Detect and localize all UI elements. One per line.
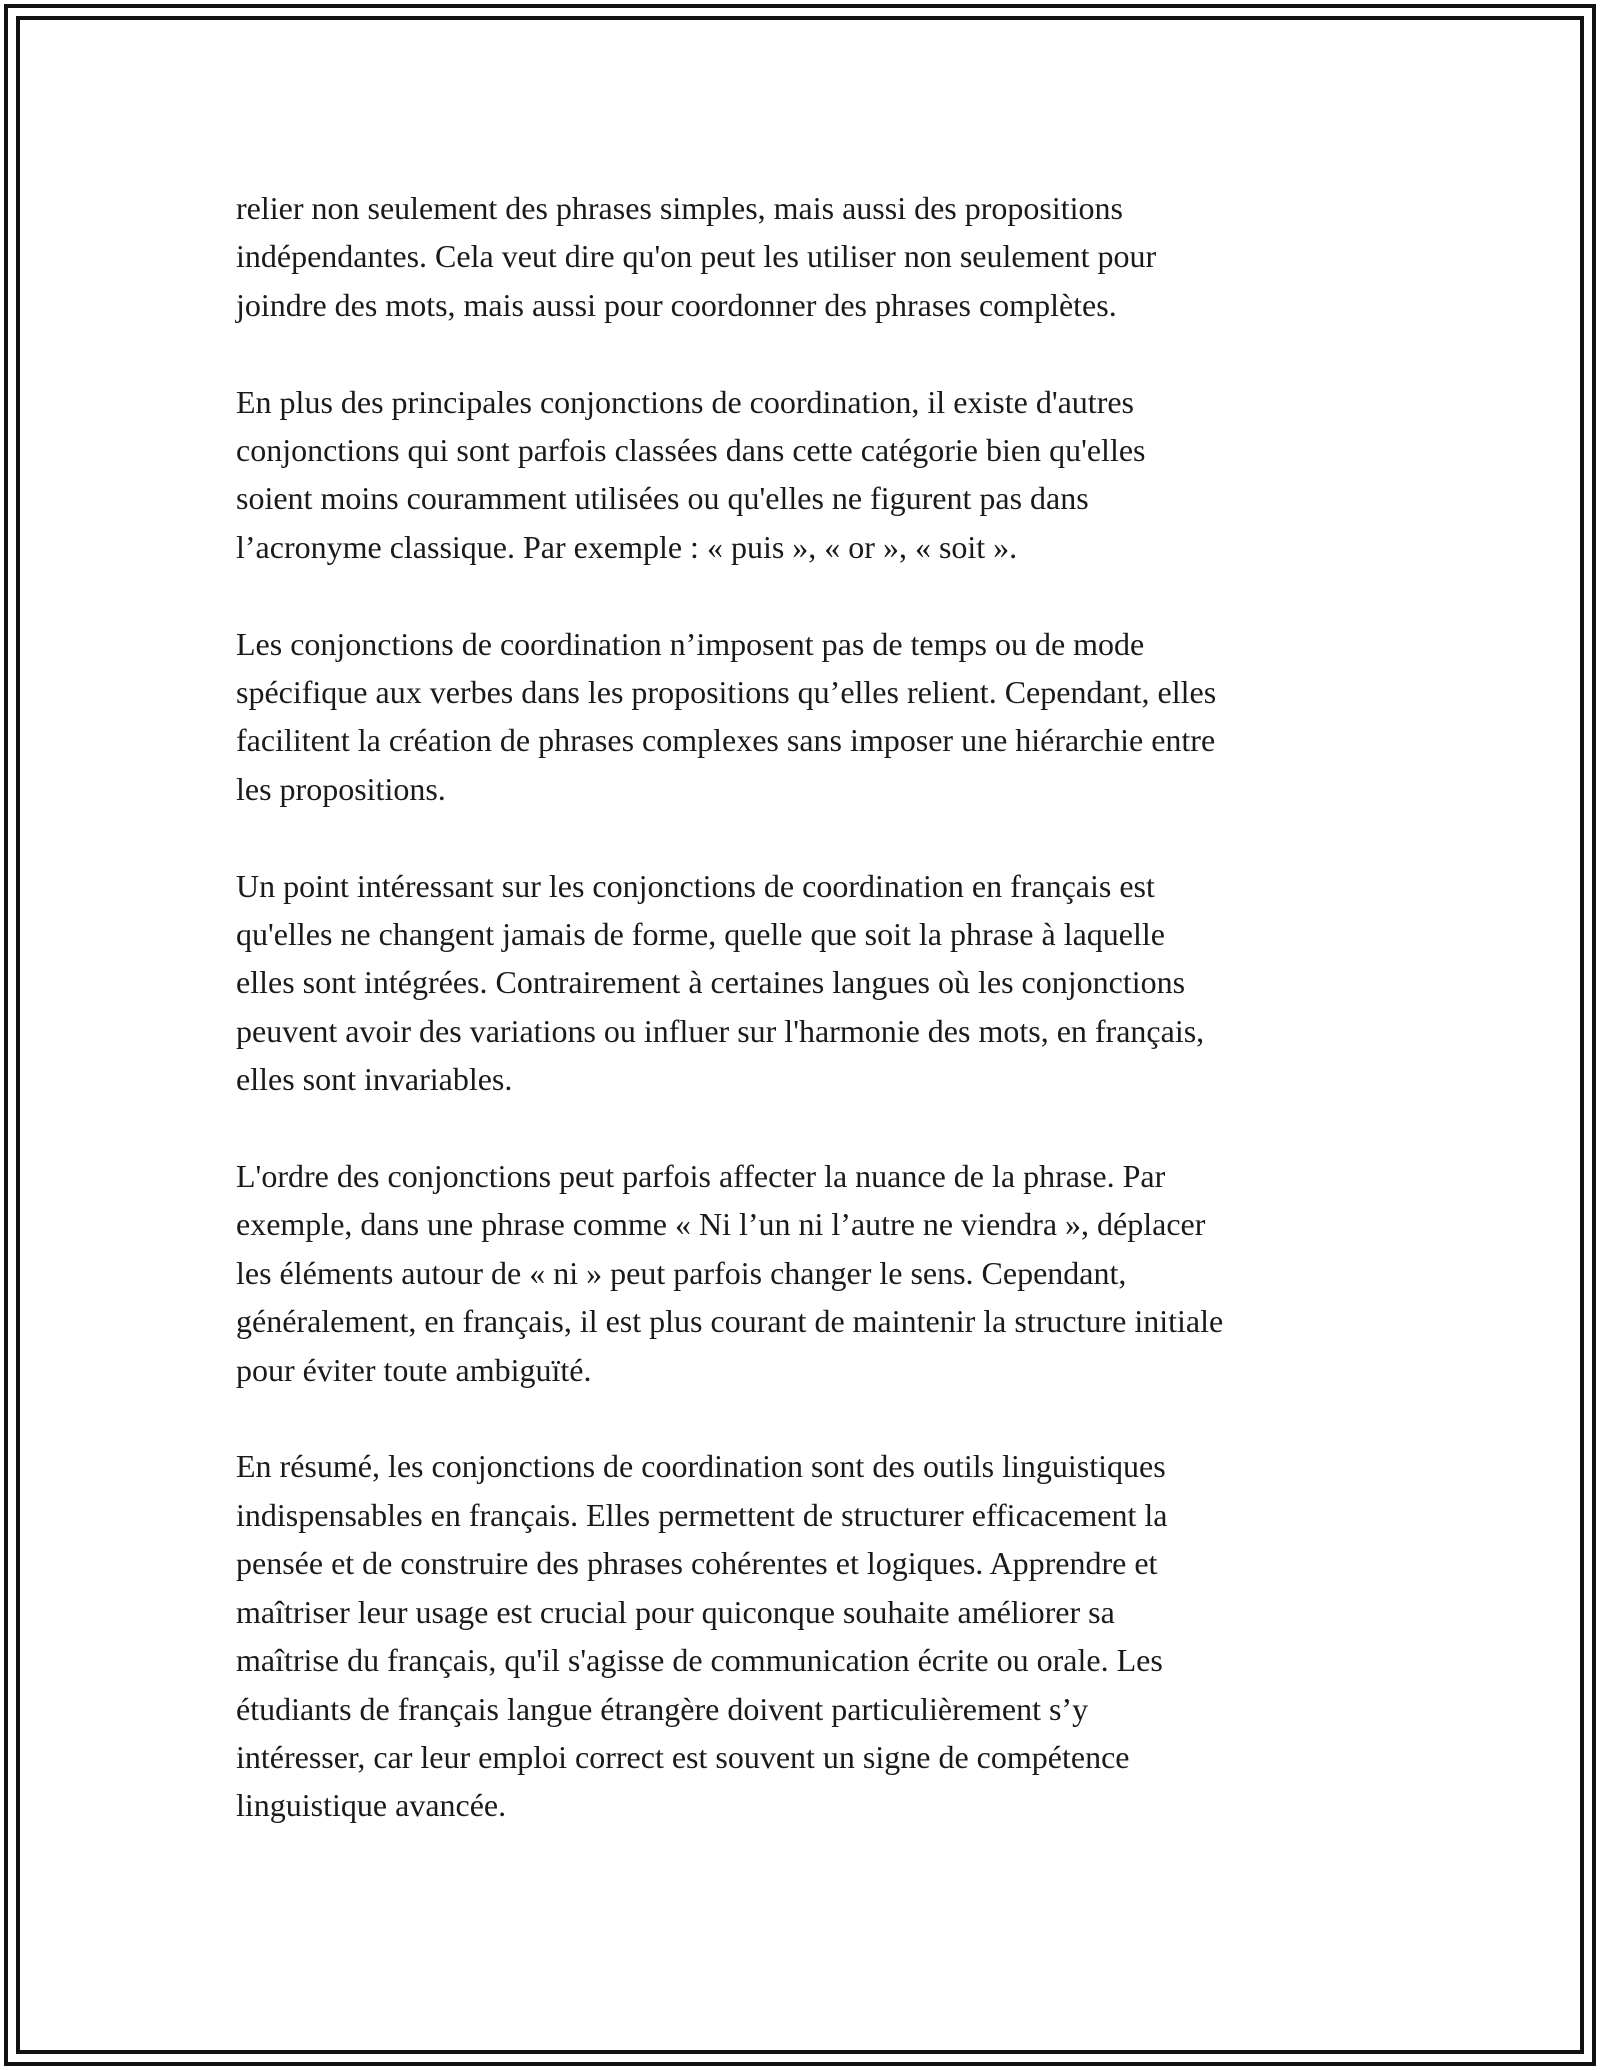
paragraph-4: Un point intéressant sur les conjonctions de coordination en français est qu'elles ne changent jamais de forme, quelle que soit la phrase à laquelle elles sont intégrées. Contrairement à certaines langues où les conjonctions peuvent avoir des variations ou influer sur l'harmonie des mots, en français, elles sont invariables. [236, 867, 1205, 1098]
paragraph-5: L'ordre des conjonctions peut parfois affecter la nuance de la phrase. Par exemple, dans une phrase comme « Ni l’un ni l’autre ne viendra », déplacer les éléments autour de « ni » peut parfois changer le sens. Cependant, généralement, en français, il est plus courant de maintenir la structure initiale pour éviter toute ambiguïté. [236, 1158, 1224, 1388]
document-body [236, 184, 1376, 1830]
paragraph-3: Les conjonctions de coordination n’imposent pas de temps ou de mode spécifique aux verbes dans les propositions qu’elles relient. Cependant, elles facilitent la création de phrases complexes sans imposer une hiérarchie entre les propositions. [236, 625, 1217, 807]
paragraph-2: En plus des principales conjonctions de coordination, il existe d'autres conjonctions qui sont parfois classées dans cette catégorie bien qu'elles soient moins couramment utilisées ou qu'elles ne figurent pas dans l’acronyme classique. Par exemple : « puis », « or », « soit ». [236, 383, 1146, 565]
paragraph-6: En résumé, les conjonctions de coordination sont des outils linguistiques indispensables en français. Elles permettent de structurer efficacement la pensée et de construire des phrases cohérentes et logiques. Apprendre et maîtriser leur usage est crucial pour quiconque souhaite améliorer sa maîtrise du français, qu'il s'agisse de communication écrite ou orale. Les étudiants de français langue étrangère doivent particulièrement s’y intéresser, car leur emploi correct est souvent un signe de compétence linguistique avancée. [236, 1448, 1168, 1824]
paragraph-1: relier non seulement des phrases simples, mais aussi des propositions indépendantes. Cela veut dire qu'on peut les utiliser non seulement pour joindre des mots, mais aussi pour coordonner des phrases complètes. [236, 190, 1157, 323]
